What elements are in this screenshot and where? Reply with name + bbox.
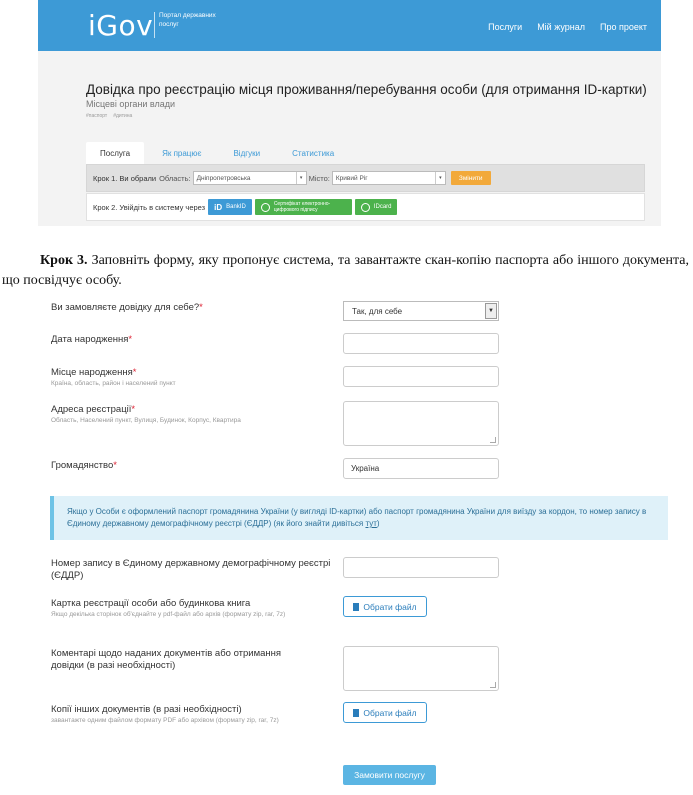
for-self-label: Ви замовляєте довідку для себе?* xyxy=(51,302,203,313)
certificate-icon xyxy=(261,203,270,212)
logo-divider xyxy=(154,12,155,38)
change-button[interactable]: Змінити xyxy=(451,171,491,185)
submit-button[interactable]: Замовити послугу xyxy=(343,765,436,785)
file-icon xyxy=(353,709,359,717)
step3-text: Заповніть форму, яку пропонує система, та завантажте скан-копію паспорта або іншого документа, що посвідчує особу. xyxy=(2,253,689,288)
city-label: Місто: xyxy=(308,173,330,183)
birth-place-label: Місце народження* xyxy=(51,367,137,378)
nav-services[interactable]: Послуги xyxy=(488,22,523,32)
tag-passport[interactable]: #паспорт xyxy=(86,113,108,119)
certificate-button[interactable] xyxy=(255,199,352,215)
application-form xyxy=(40,293,668,795)
reg-card-label: Картка реєстрації особи або будинкова книга xyxy=(51,598,251,609)
tag-child[interactable]: #дитина xyxy=(113,113,133,119)
reg-card-choose-file-button[interactable] xyxy=(343,596,427,617)
region-select[interactable] xyxy=(193,171,307,185)
bankid-label: BankID xyxy=(226,204,246,210)
tab-how-it-works[interactable]: Як працює xyxy=(162,148,202,158)
other-docs-label: Копії інших документів (в разі необхідності) xyxy=(51,704,242,715)
tab-statistics[interactable]: Статистика xyxy=(292,148,335,158)
service-page xyxy=(38,51,661,226)
info-alert xyxy=(50,496,668,540)
file-icon xyxy=(353,603,359,611)
step2-panel xyxy=(86,193,645,221)
step2-label: Крок 2. Увійдіть в систему через xyxy=(93,202,206,212)
info-tail: ) xyxy=(376,519,380,528)
citizenship-label: Громадянство* xyxy=(51,460,117,471)
service-title: Довідка про реєстрацію місця проживання/перебування особи (для отримання ID-картки) xyxy=(86,82,647,97)
birth-date-input[interactable] xyxy=(343,333,499,354)
portal-screenshot xyxy=(38,0,661,226)
service-subtitle: Місцеві органи влади xyxy=(86,99,176,109)
region-value: Дніпропетровська xyxy=(196,174,251,182)
idcard-label: IDcard xyxy=(373,204,392,210)
reg-address-label: Адреса реєстрації* xyxy=(51,404,136,415)
tab-service[interactable]: Послуга xyxy=(86,142,144,164)
eddr-label: Номер запису в Єдиному державному демографічному реєстрі (ЄДДР) xyxy=(51,558,331,581)
chevron-down-icon: ▼ xyxy=(485,303,497,319)
other-docs-hint: завантажте одним файлом формату PDF або архівом (формату zip, rar, 7z) xyxy=(51,717,279,724)
nav-about[interactable]: Про проект xyxy=(599,22,647,32)
certificate-label: Сертифікат електронно-цифрового підпису xyxy=(273,201,331,213)
other-docs-choose-file-button[interactable] xyxy=(343,702,427,723)
chevron-down-icon: ▾ xyxy=(435,172,445,184)
birth-place-hint: Країна, область, район і населений пункт xyxy=(51,380,176,387)
for-self-value: Так, для себе xyxy=(352,306,403,316)
main-nav xyxy=(488,22,647,32)
info-link[interactable]: тут xyxy=(365,519,377,528)
service-tabs xyxy=(86,142,352,164)
logo-subtitle: Портал державних послуг xyxy=(159,12,216,28)
step3-heading: Крок 3. xyxy=(40,253,88,268)
top-navbar xyxy=(38,0,661,51)
birth-place-input[interactable] xyxy=(343,366,499,387)
chevron-down-icon: ▾ xyxy=(296,172,306,184)
region-label: Область: xyxy=(159,173,191,183)
document-paragraph xyxy=(0,251,693,291)
step1-panel xyxy=(86,164,645,192)
comment-textarea[interactable] xyxy=(343,646,499,691)
comment-label: Коментарі щодо наданих документів або отримання довідки (в разі необхідності) xyxy=(51,648,282,671)
step1-label: Крок 1. Ви обрали xyxy=(93,173,157,183)
service-tags xyxy=(86,113,132,119)
choose-file-label: Обрати файл xyxy=(363,601,417,612)
city-select[interactable] xyxy=(332,171,446,185)
for-self-select[interactable] xyxy=(343,301,499,321)
idcard-button[interactable] xyxy=(355,199,398,215)
citizenship-input[interactable] xyxy=(343,458,499,479)
citizenship-value: Україна xyxy=(351,464,380,473)
city-value: Кривий Ріг xyxy=(335,174,368,182)
tab-reviews[interactable]: Відгуки xyxy=(233,148,261,158)
reg-address-textarea[interactable] xyxy=(343,401,499,446)
reg-address-hint: Область, Населений пункт, Вулиця, Будинок, Корпус, Квартира xyxy=(51,417,241,424)
reg-card-hint: Якщо декілька сторінок об'єднайте у pdf-файл або архів (формату zip, rar, 7z) xyxy=(51,611,286,618)
bankid-button[interactable] xyxy=(208,199,252,215)
choose-file-label: Обрати файл xyxy=(363,707,417,718)
idcard-icon xyxy=(361,203,370,212)
nav-my-journal[interactable]: Мій журнал xyxy=(537,22,585,32)
id-icon: iD xyxy=(214,202,223,212)
birth-date-label: Дата народження* xyxy=(51,334,133,345)
igov-logo[interactable]: iGov xyxy=(88,9,154,42)
eddr-input[interactable] xyxy=(343,557,499,578)
info-text: Якщо у Особи є оформлений паспорт громадянина України (у вигляді ID-картки) або паспорт громадянина України для виїзду за кордон, то номер запису в Єдиному державному демографічному реєстрі (ЄДДР) (як його знайти дивіться xyxy=(67,507,647,528)
